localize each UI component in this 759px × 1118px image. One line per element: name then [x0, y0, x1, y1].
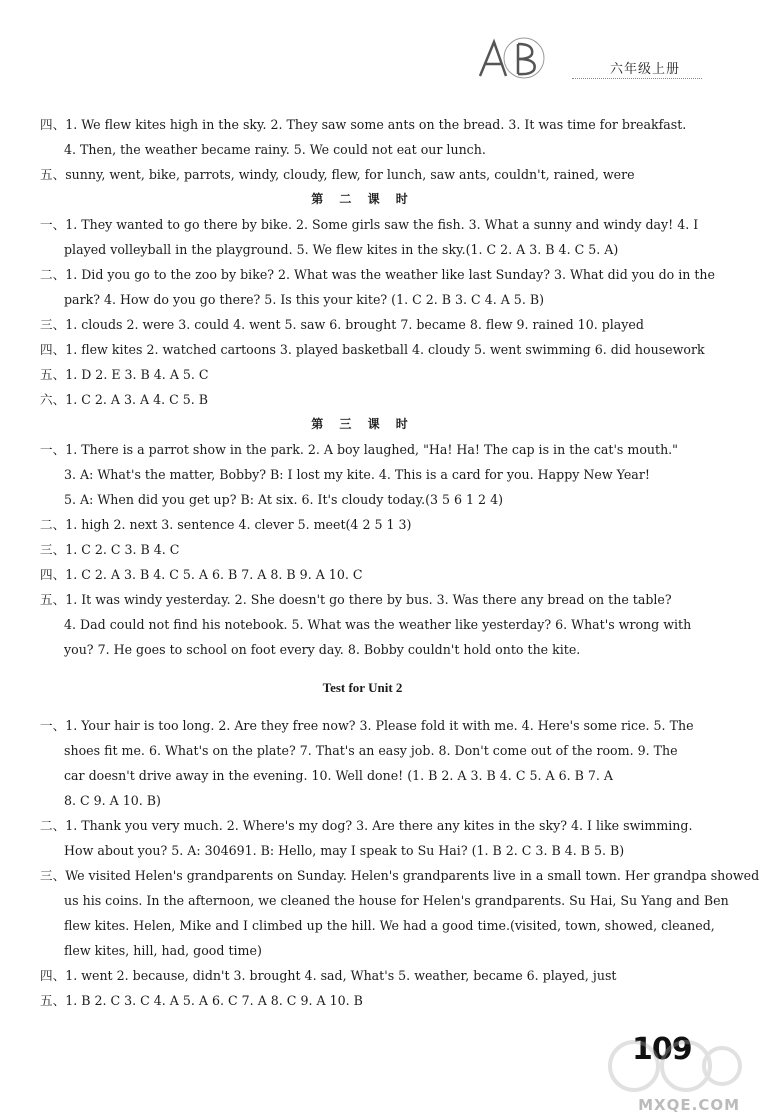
answer-line: shoes fit me. 6. What's on the plate? 7. That's an easy job. 8. Don't come out of the room. 9. The — [64, 743, 678, 758]
answer-content — [40, 112, 759, 1013]
answer-line: park? 4. How do you go there? 5. Is this your kite? (1. C 2. B 3. C 4. A 5. B) — [64, 292, 544, 307]
answer-line: 一、1. They wanted to go there by bike. 2. Some girls saw the fish. 3. What a sunny and windy day! 4. I — [40, 217, 699, 232]
answer-line: 二、1. Thank you very much. 2. Where's my dog? 3. Are there any kites in the sky? 4. I like swimming. — [40, 818, 693, 833]
answer-line: 3. A: What's the matter, Bobby? B: I lost my kite. 4. This is a card for you. Happy New Year! — [64, 467, 650, 482]
answer-line: 一、1. There is a parrot show in the park. 2. A boy laughed, "Ha! Ha! The cap is in the cat's mouth." — [40, 442, 678, 457]
answer-line: played volleyball in the playground. 5. We flew kites in the sky.(1. C 2. A 3. B 4. C 5. A) — [64, 242, 619, 257]
answer-line: 五、sunny, went, bike, parrots, windy, cloudy, flew, for lunch, saw ants, couldn't, rained, were — [40, 167, 635, 182]
answer-line: 4. Then, the weather became rainy. 5. We could not eat our lunch. — [64, 142, 486, 157]
answer-line: 四、1. flew kites 2. watched cartoons 3. played basketball 4. cloudy 5. went swimming 6. did housework — [40, 342, 705, 357]
test-title: Test for Unit 2 — [322, 680, 403, 695]
answer-line: us his coins. In the afternoon, we cleaned the house for Helen's grandparents. Su Hai, Su Yang and Ben — [64, 893, 729, 908]
answer-line: 三、1. clouds 2. were 3. could 4. went 5. saw 6. brought 7. became 8. flew 9. rained 10. played — [40, 317, 644, 332]
page-header — [472, 34, 702, 84]
page-number: 109 — [632, 1032, 692, 1067]
grade-label: 六年级上册 — [609, 62, 680, 77]
answer-line: 一、1. Your hair is too long. 2. Are they free now? 3. Please fold it with me. 4. Here's some rice. 5. The — [40, 718, 694, 733]
section-title: 第 二 课 时 — [311, 192, 414, 206]
answer-line: 四、1. went 2. because, didn't 3. brought 4. sad, What's 5. weather, became 6. played, just — [40, 968, 617, 983]
answer-line: 三、We visited Helen's grandparents on Sunday. Helen's grandparents live in a small town. Her grandpa showed — [40, 868, 759, 883]
section-title: 第 三 课 时 — [311, 417, 414, 431]
answer-line: 四、1. We flew kites high in the sky. 2. They saw some ants on the bread. 3. It was time for breakfast. — [40, 117, 687, 132]
answer-line: 五、1. B 2. C 3. C 4. A 5. A 6. C 7. A 8. C 9. A 10. B — [40, 993, 363, 1008]
answer-line: 4. Dad could not find his notebook. 5. What was the weather like yesterday? 6. What's wrong with — [64, 617, 692, 632]
answer-line: 四、1. C 2. A 3. B 4. C 5. A 6. B 7. A 8. B 9. A 10. C — [40, 567, 363, 582]
answer-line: 8. C 9. A 10. B) — [64, 793, 161, 808]
answer-line: 二、1. high 2. next 3. sentence 4. clever 5. meet(4 2 5 1 3) — [40, 517, 412, 532]
header-rule — [572, 78, 702, 79]
answer-line: you? 7. He goes to school on foot every day. 8. Bobby couldn't hold onto the kite. — [64, 642, 581, 657]
answer-line: 五、1. D 2. E 3. B 4. A 5. C — [40, 367, 209, 382]
answer-line: 三、1. C 2. C 3. B 4. C — [40, 542, 180, 557]
answer-line: flew kites, hill, had, good time) — [64, 943, 262, 958]
answer-line: 二、1. Did you go to the zoo by bike? 2. What was the weather like last Sunday? 3. What did you do in the — [40, 267, 715, 282]
watermark-text: MXQE.COM — [638, 1096, 740, 1114]
answer-line: car doesn't drive away in the evening. 10. Well done! (1. B 2. A 3. B 4. C 5. A 6. B 7. A — [64, 768, 613, 783]
answer-line: 五、1. It was windy yesterday. 2. She doesn't go there by bus. 3. Was there any bread on the table? — [40, 592, 672, 607]
answer-line: 六、1. C 2. A 3. A 4. C 5. B — [40, 392, 209, 407]
answer-line: How about you? 5. A: 304691. B: Hello, may I speak to Su Hai? (1. B 2. C 3. B 4. B 5. B) — [64, 843, 625, 858]
answer-line: 5. A: When did you get up? B: At six. 6. It's cloudy today.(3 5 6 1 2 4) — [64, 492, 504, 507]
answer-line: flew kites. Helen, Mike and I climbed up the hill. We had a good time.(visited, town, showed, cleaned, — [64, 918, 715, 933]
ab-logo-icon — [472, 34, 582, 84]
